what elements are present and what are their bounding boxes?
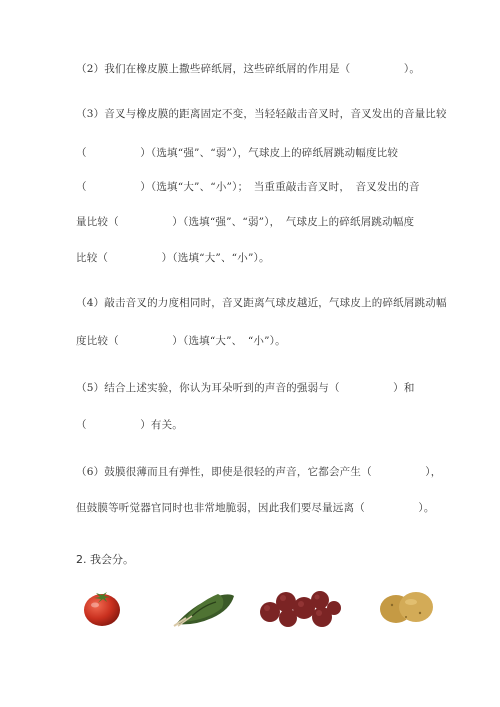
q3-line-3: （ ）（选填“大”、“小”）； 当重重敲击音叉时， 音叉发出的音: [76, 181, 420, 193]
q3-line-4: 量比较（ ）（选填“强”、“弱”）， 气球皮上的碎纸屑跳动幅度: [76, 216, 415, 228]
q4-line-1: （4）敲击音叉的力度相同时，音叉距离气球皮越近，气球皮上的碎纸屑跳动幅: [76, 297, 447, 309]
q6-line-2: 但鼓膜等听觉器官同时也非常地脆弱，因此我们要尽量远离（ ）。: [76, 502, 435, 514]
q5-line-2: （ ）有关。: [76, 419, 183, 431]
q4-line-2: 度比较（ ）（选填“大”、 “小”）。: [76, 335, 286, 347]
spinach-image: [172, 588, 236, 628]
q6-line-1: （6）鼓膜很薄而且有弹性，即使是很轻的声音，它都会产生（ ），: [76, 466, 442, 478]
tomato-image: [82, 586, 122, 628]
q3-line-1: （3）音叉与橡皮膜的距离固定不变，当轻轻敲击音叉时，音叉发出的音量比较: [76, 108, 447, 120]
q3-line-2: （ ）（选填“强”、“弱”），气球皮上的碎纸屑跳动幅度比较: [76, 147, 399, 159]
q2-line-1: （2）我们在橡皮膜上撒些碎纸屑，这些碎纸屑的作用是（ ）。: [76, 63, 421, 75]
potato-image: [378, 587, 434, 627]
q5-line-1: （5）结合上述实验，你认为耳朵听到的声音的强弱与（ ）和: [76, 382, 415, 394]
bayberry-image: [258, 586, 342, 628]
q3-line-5: 比较（ ）（选填“大”、“小”）。: [76, 252, 270, 264]
section-2-heading: 2. 我会分。: [76, 553, 134, 566]
